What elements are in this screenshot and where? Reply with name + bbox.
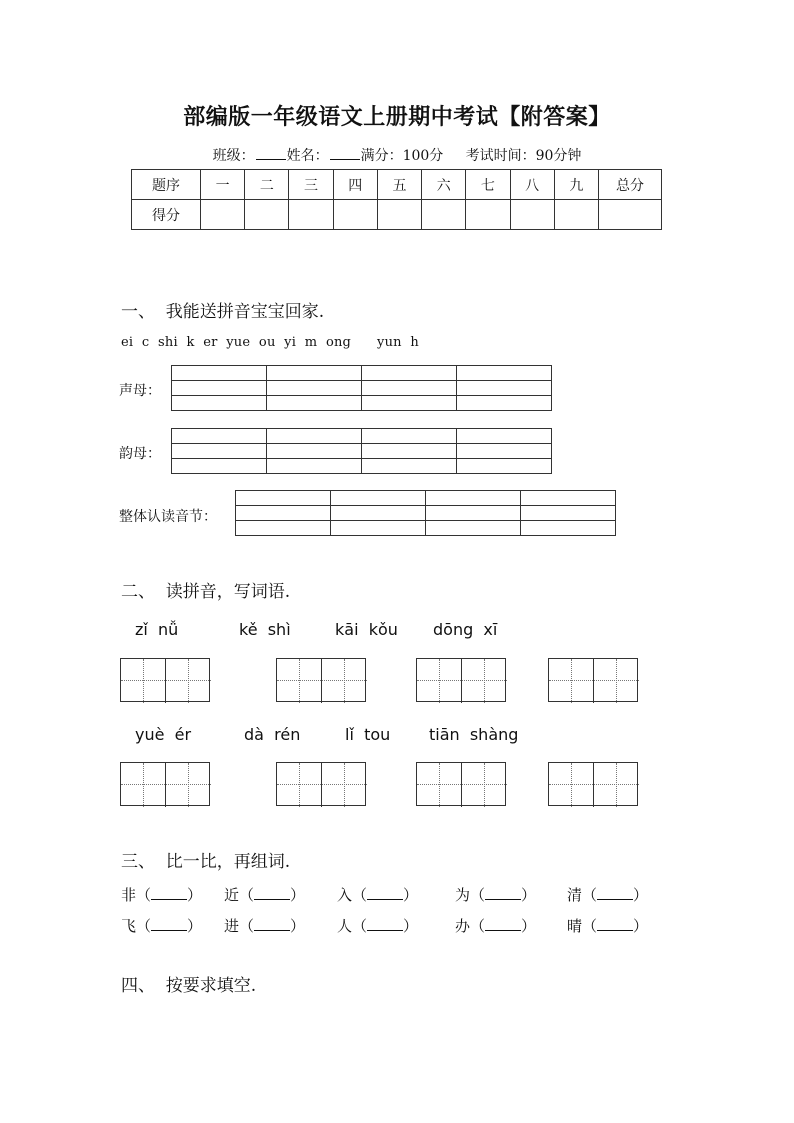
- shengmu-label: 声母：: [119, 383, 161, 399]
- compare-blank[interactable]: [367, 887, 403, 900]
- pinyin-word: yuè ér: [135, 725, 192, 744]
- score-header-row: [132, 170, 662, 200]
- shengmu-grid[interactable]: [171, 365, 552, 411]
- compare-item: 飞（ ）: [121, 917, 203, 935]
- score-cell[interactable]: [377, 200, 421, 230]
- score-header-cell: 三: [289, 170, 333, 200]
- score-cell[interactable]: [422, 200, 466, 230]
- zhengti-label: 整体认读音节：: [119, 509, 217, 525]
- compare-blank[interactable]: [597, 887, 633, 900]
- section2-heading: 二、 读拼音，写词语.: [121, 582, 291, 602]
- score-header-cell: 二: [245, 170, 289, 200]
- compare-char: 人: [337, 917, 353, 935]
- writing-grid[interactable]: [416, 658, 506, 702]
- compare-blank[interactable]: [151, 887, 187, 900]
- writing-grid[interactable]: [120, 658, 210, 702]
- writing-grid[interactable]: [548, 658, 638, 702]
- score-cell[interactable]: [245, 200, 289, 230]
- score-cell[interactable]: [289, 200, 333, 230]
- section3-heading: 三、 比一比，再组词.: [121, 852, 291, 872]
- compare-item: 清（ ）: [567, 886, 649, 904]
- compare-blank[interactable]: [597, 918, 633, 931]
- exam-time: 考试时间：90分钟: [465, 148, 582, 164]
- compare-char: 非: [121, 886, 137, 904]
- compare-blank[interactable]: [151, 918, 187, 931]
- compare-blank[interactable]: [254, 887, 290, 900]
- compare-item: 进（ ）: [224, 917, 306, 935]
- pinyin-word: zǐ nǚ: [135, 620, 179, 639]
- compare-item: 办（ ）: [455, 917, 537, 935]
- compare-blank[interactable]: [485, 918, 521, 931]
- page-title: 部编版一年级语文上册期中考试【附答案】: [183, 104, 611, 130]
- section1-heading: 一、 我能送拼音宝宝回家.: [121, 302, 325, 322]
- pinyin-word: kāi kǒu: [335, 620, 398, 639]
- pinyin-word: kě shì: [239, 620, 291, 639]
- compare-char: 近: [224, 886, 240, 904]
- score-header-cell: 六: [422, 170, 466, 200]
- pinyin-word: tiān shàng: [429, 725, 519, 744]
- yunmu-grid[interactable]: [171, 428, 552, 474]
- full-score: 满分：100分: [360, 148, 444, 164]
- writing-grid[interactable]: [276, 658, 366, 702]
- zhengti-grid[interactable]: [235, 490, 616, 536]
- class-label: 班级：: [212, 148, 255, 164]
- score-cell[interactable]: [554, 200, 598, 230]
- compare-blank[interactable]: [485, 887, 521, 900]
- writing-grid[interactable]: [548, 762, 638, 806]
- score-cell[interactable]: [599, 200, 662, 230]
- writing-grid[interactable]: [276, 762, 366, 806]
- compare-item: 近（ ）: [224, 886, 306, 904]
- writing-grid[interactable]: [120, 762, 210, 806]
- compare-char: 入: [337, 886, 353, 904]
- compare-item: 为（ ）: [455, 886, 537, 904]
- score-header-cell: 四: [333, 170, 377, 200]
- compare-char: 清: [567, 886, 583, 904]
- compare-blank[interactable]: [254, 918, 290, 931]
- compare-char: 为: [455, 886, 471, 904]
- score-header-cell: 总分: [599, 170, 662, 200]
- score-cell[interactable]: [333, 200, 377, 230]
- score-cell[interactable]: [510, 200, 554, 230]
- compare-char: 进: [224, 917, 240, 935]
- compare-char: 飞: [121, 917, 137, 935]
- pinyin-list: ei c shi k er yue ou yi m ong yun h: [121, 335, 419, 350]
- yunmu-label: 韵母：: [119, 446, 161, 462]
- compare-item: 非（ ）: [121, 886, 203, 904]
- score-cell[interactable]: [466, 200, 510, 230]
- score-header-cell: 题序: [132, 170, 201, 200]
- pinyin-word: dà rén: [244, 725, 301, 744]
- writing-grid[interactable]: [416, 762, 506, 806]
- compare-item: 人（ ）: [337, 917, 419, 935]
- section4-heading: 四、 按要求填空.: [121, 976, 257, 996]
- compare-char: 办: [455, 917, 471, 935]
- compare-item: 晴（ ）: [567, 917, 649, 935]
- score-cell[interactable]: [201, 200, 245, 230]
- score-header-cell: 九: [554, 170, 598, 200]
- name-blank[interactable]: [330, 147, 360, 160]
- compare-char: 晴: [567, 917, 583, 935]
- score-row-label: 得分: [132, 200, 201, 230]
- name-label: 姓名：: [286, 148, 329, 164]
- score-header-cell: 八: [510, 170, 554, 200]
- pinyin-word: dōng xī: [433, 620, 498, 639]
- score-header-cell: 五: [377, 170, 421, 200]
- class-blank[interactable]: [256, 147, 286, 160]
- pinyin-word: lǐ tou: [345, 725, 391, 744]
- compare-blank[interactable]: [367, 918, 403, 931]
- score-row: [132, 200, 662, 230]
- exam-info-line: [0, 145, 794, 165]
- score-table: [131, 169, 662, 230]
- score-header-cell: 一: [201, 170, 245, 200]
- score-header-cell: 七: [466, 170, 510, 200]
- compare-item: 入（ ）: [337, 886, 419, 904]
